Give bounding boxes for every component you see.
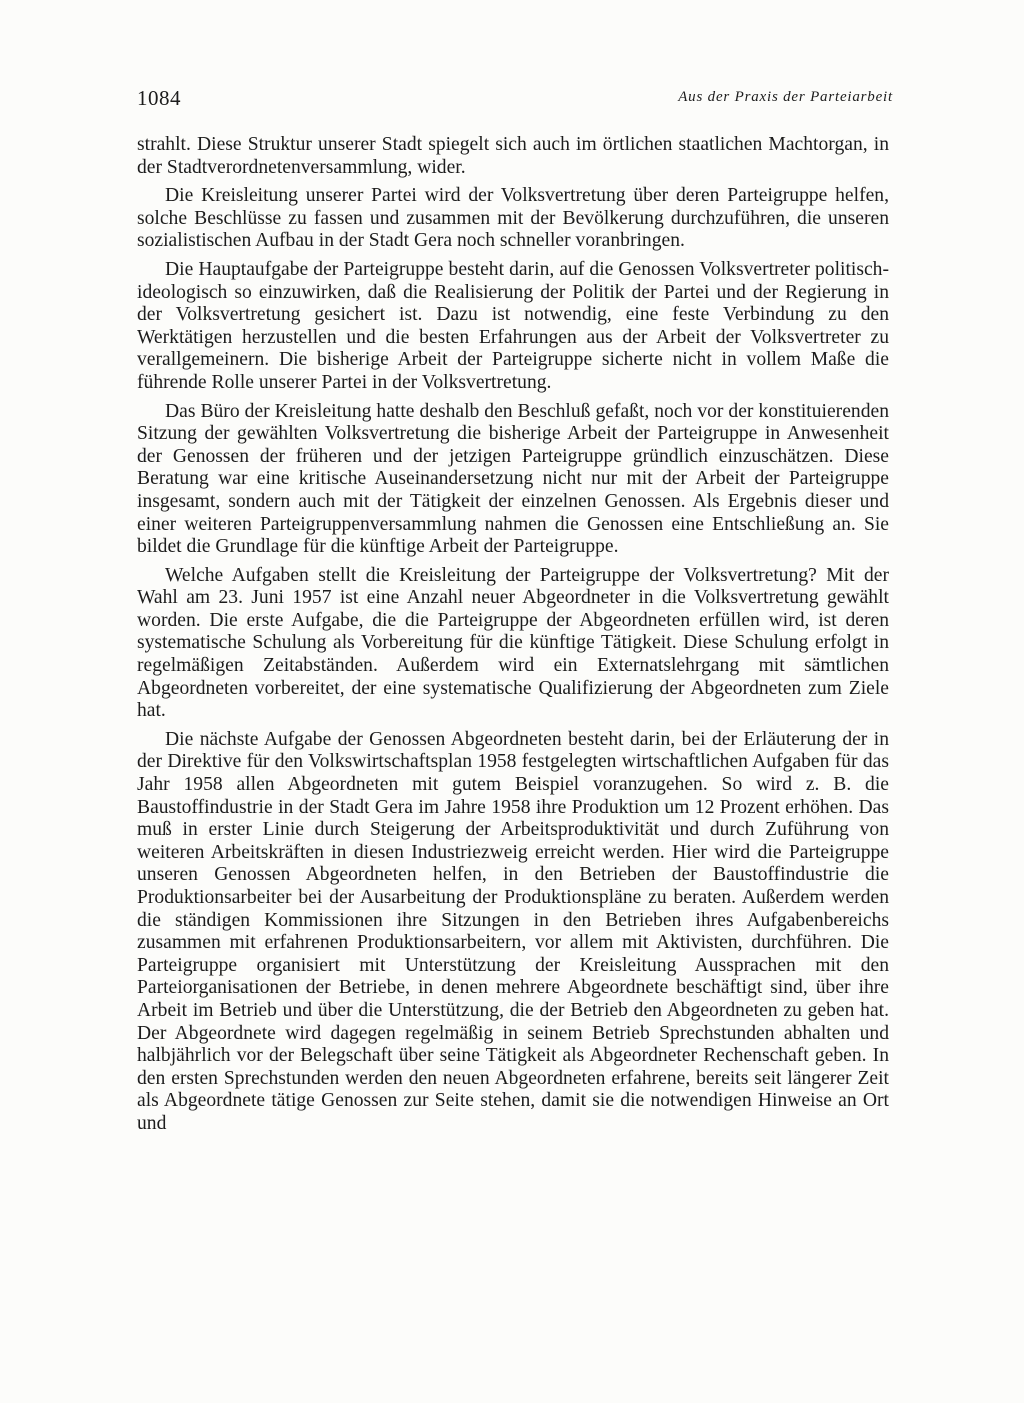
paragraph-1: strahlt. Diese Struktur unserer Stadt spiegelt sich auch im örtlichen staatlichen Machtorgan, in der Stadtverordnetenversammlung, wider. — [137, 134, 889, 178]
running-head — [133, 86, 893, 116]
section-title: Aus der Praxis der Parteiarbeit — [678, 89, 893, 105]
paragraph-3: Die Hauptaufgabe der Parteigruppe besteht darin, auf die Genossen Volksvertreter politisch-ideologisch so einzuwirken, daß die Realisierung der Politik der Partei und der Regierung in der Volksvertretung gesichert ist. Dazu ist notwendig, eine feste Verbindung zu den Werktätigen herzustellen und die besten Erfahrungen aus der Arbeit der Volksvertreter zu verallgemeinern. Die bisherige Arbeit der Parteigruppe sicherte nicht in vollem Maße die führende Rolle unserer Partei in der Volksvertretung. — [137, 258, 889, 393]
paragraph-2: Die Kreisleitung unserer Partei wird der Volksvertretung über deren Parteigruppe helfen, solche Beschlüsse zu fassen und zusammen mit der Bevölkerung durchzuführen, die unseren sozialistischen Aufbau in der Stadt Gera noch schneller voranbringen. — [137, 185, 889, 252]
page-number: 1084 — [137, 86, 181, 110]
paragraph-5: Welche Aufgaben stellt die Kreisleitung der Parteigruppe der Volksvertretung? Mit der Wahl am 23. Juni 1957 ist eine Anzahl neuer Abgeordneter in die Volksvertretung gewählt worden. Die erste Aufgabe, die die Parteigruppe der Abgeordneten erfüllen wird, ist deren systematische Schulung als Vorbereitung für die künftige Tätigkeit. Diese Schulung erfolgt in regelmäßigen Zeitabständen. Außerdem wird ein Externatslehrgang mit sämtlichen Abgeordneten vorbereitet, der eine systematische Qualifizierung der Abgeordneten zum Ziele hat. — [137, 564, 889, 722]
paragraph-4: Das Büro der Kreisleitung hatte deshalb den Beschluß gefaßt, noch vor der konstituierenden Sitzung der gewählten Volksvertretung die bisherige Arbeit der Parteigruppe in Anwesenheit der Genossen der früheren und der jetzigen Parteigruppe gründlich einzuschätzen. Diese Beratung war eine kritische Auseinandersetzung nicht nur mit der Arbeit der Parteigruppe insgesamt, sondern auch mit der Tätigkeit der einzelnen Genossen. Als Ergebnis dieser und einer weiteren Parteigruppenversammlung nahmen die Genossen eine Entschließung an. Sie bildet die Grundlage für die künftige Arbeit der Parteigruppe. — [137, 400, 889, 558]
paragraph-6: Die nächste Aufgabe der Genossen Abgeordneten besteht darin, bei der Erläuterung der in der Direktive für den Volkswirtschaftsplan 1958 festgelegten wirtschaftlichen Aufgaben für das Jahr 1958 allen Abgeordneten mit gutem Beispiel voranzugehen. So wird z. B. die Baustoffindustrie in der Stadt Gera im Jahre 1958 ihre Produktion um 12 Prozent erhöhen. Das muß in erster Linie durch Steigerung der Arbeitsproduktivität und durch Zuführung von weiteren Arbeitskräften in diesen Industriezweig erreicht werden. Hier wird die Parteigruppe unseren Genossen Abgeordneten helfen, in den Betrieben der Baustoffindustrie die Produktionsarbeiter bei der Ausarbeitung der Produktionspläne zu beraten. Außerdem werden die ständigen Kommissionen ihre Sitzungen in den Betrieben ihres Aufgabenbereichs zusammen mit erfahrenen Produktionsarbeitern, vor allem mit Aktivisten, durchführen. Die Parteigruppe organisiert mit Unterstützung der Kreisleitung Aussprachen mit den Parteiorganisationen der Betriebe, in denen mehrere Abgeordnete beschäftigt sind, über ihre Arbeit im Betrieb und über die Unterstützung, die der Betrieb den Abgeordneten zu geben hat. Der Abgeordnete wird dagegen regelmäßig in seinem Betrieb Sprechstunden abhalten und halbjährlich vor der Belegschaft über seine Tätigkeit als Abgeordneter Rechenschaft geben. In den ersten Sprechstunden werden den neuen Abgeordneten erfahrene, bereits seit längerer Zeit als Abgeordnete tätige Genossen zur Seite stehen, damit sie die notwendigen Hinweise an Ort und — [137, 728, 889, 1134]
body-text — [137, 134, 889, 1142]
